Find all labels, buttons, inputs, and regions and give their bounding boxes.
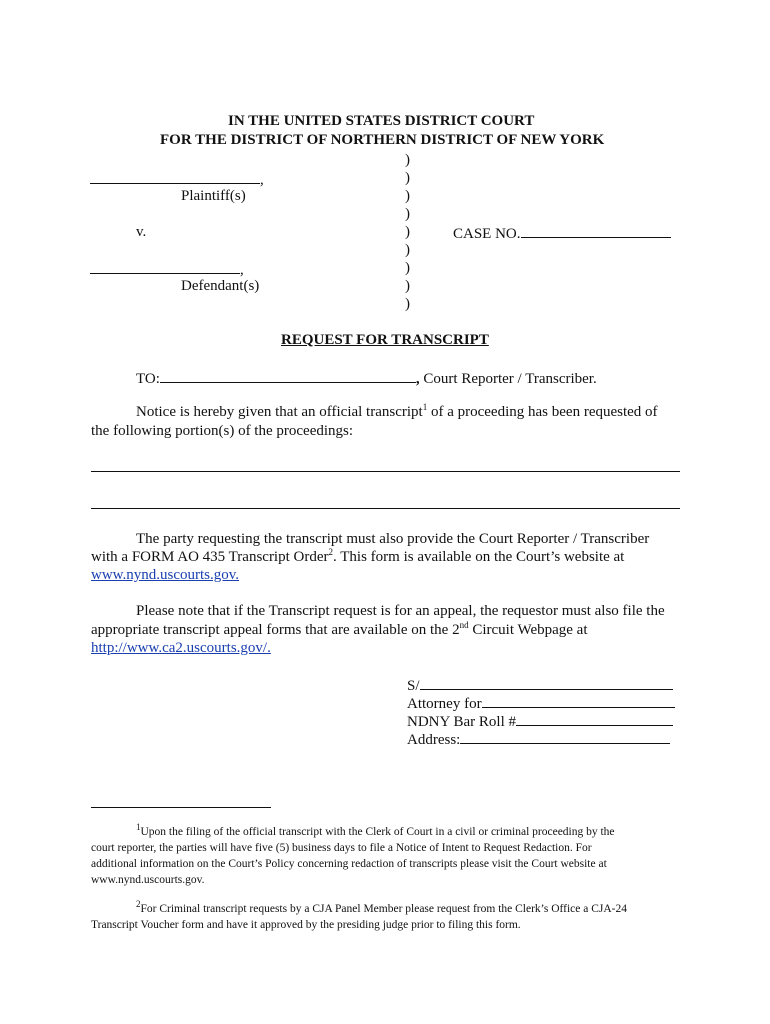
address-field[interactable]: Address: bbox=[407, 729, 670, 749]
caption-paren: ) bbox=[405, 260, 410, 276]
footnote-1-line1: $^1$Upon the filing of the official transcript with the Clerk of Court in a civil or criminal proceeding by the bbox=[136, 822, 615, 838]
caption-paren: ) bbox=[405, 242, 410, 258]
notice-line1: Notice is hereby given that an official transcript$^1$ of a proceeding has been requested of bbox=[136, 402, 658, 420]
footnote-ref-2: 2 bbox=[328, 547, 334, 557]
caption-paren: ) bbox=[405, 278, 410, 294]
versus-label: v. bbox=[136, 224, 147, 240]
signature-field[interactable]: S/ bbox=[407, 675, 673, 695]
appeal-para-line3 bbox=[91, 639, 271, 657]
case-number-field[interactable]: CASE NO. bbox=[453, 223, 671, 243]
form-para-line1: The party requesting the transcript must also provide the Court Reporter / Transcriber bbox=[136, 531, 650, 547]
notice-line2: the following portion(s) of the proceedings: bbox=[91, 423, 354, 439]
nynd-website-link[interactable]: www.nynd.uscourts.gov. bbox=[91, 567, 240, 583]
footnote-1-line4: www.nynd.uscourts.gov. bbox=[91, 874, 205, 886]
ca2-website-link[interactable]: http://www.ca2.uscourts.gov/. bbox=[91, 640, 271, 656]
appeal-para-line1: Please note that if the Transcript request is for an appeal, the requestor must also file the bbox=[136, 603, 665, 619]
caption-paren: ) bbox=[405, 188, 410, 204]
attorney-for-field[interactable]: Attorney for bbox=[407, 693, 675, 713]
bar-roll-field[interactable]: NDNY Bar Roll # bbox=[407, 711, 673, 731]
caption-paren: ) bbox=[405, 296, 410, 312]
court-reporter-field[interactable] bbox=[160, 368, 416, 383]
plaintiff-label: Plaintiff(s) bbox=[181, 188, 246, 204]
caption-paren: ) bbox=[405, 224, 410, 240]
defendant-name-field[interactable]: , bbox=[90, 259, 244, 279]
appeal-para-line2: appropriate transcript appeal forms that are available on the 2nd Circuit Webpage at bbox=[91, 620, 588, 638]
to-label: TO: bbox=[136, 371, 160, 387]
court-name-line2: FOR THE DISTRICT OF NORTHERN DISTRICT OF NEW YORK bbox=[160, 132, 605, 148]
caption-paren: ) bbox=[405, 152, 410, 168]
footnote-2-line2: Transcript Voucher form and have it approved by the presiding judge prior to filing this form. bbox=[91, 919, 521, 931]
plaintiff-name-field[interactable]: , bbox=[90, 169, 264, 189]
footnote-2-line1: $^2$For Criminal transcript requests by a CJA Panel Member please request from the Clerk’s Office a CJA-24 bbox=[136, 899, 628, 915]
footnote-1-line2: court reporter, the parties will have five (5) business days to file a Notice of Intent to Request Redaction. For bbox=[91, 842, 592, 854]
footnote-ref-1: 1 bbox=[422, 402, 428, 412]
document-title: REQUEST FOR TRANSCRIPT bbox=[281, 332, 489, 348]
to-line: TO: , Court Reporter / Transcriber. bbox=[136, 368, 597, 388]
footnote-1-line3: additional information on the Court’s Policy concerning redaction of transcripts please visit the Court website at bbox=[91, 858, 607, 870]
form-para-line3 bbox=[91, 566, 239, 584]
to-suffix: Court Reporter / Transcriber. bbox=[419, 371, 597, 387]
proceedings-field-2[interactable] bbox=[91, 508, 680, 509]
proceedings-field-1[interactable] bbox=[91, 471, 680, 472]
defendant-label: Defendant(s) bbox=[181, 278, 260, 294]
caption-paren: ) bbox=[405, 206, 410, 222]
court-name-line1: IN THE UNITED STATES DISTRICT COURT bbox=[228, 113, 535, 129]
form-para-line2: with a FORM AO 435 Transcript Order$^2$. This form is available on the Court’s website at bbox=[91, 547, 625, 565]
caption-paren: ) bbox=[405, 170, 410, 186]
footnote-separator bbox=[91, 807, 271, 808]
